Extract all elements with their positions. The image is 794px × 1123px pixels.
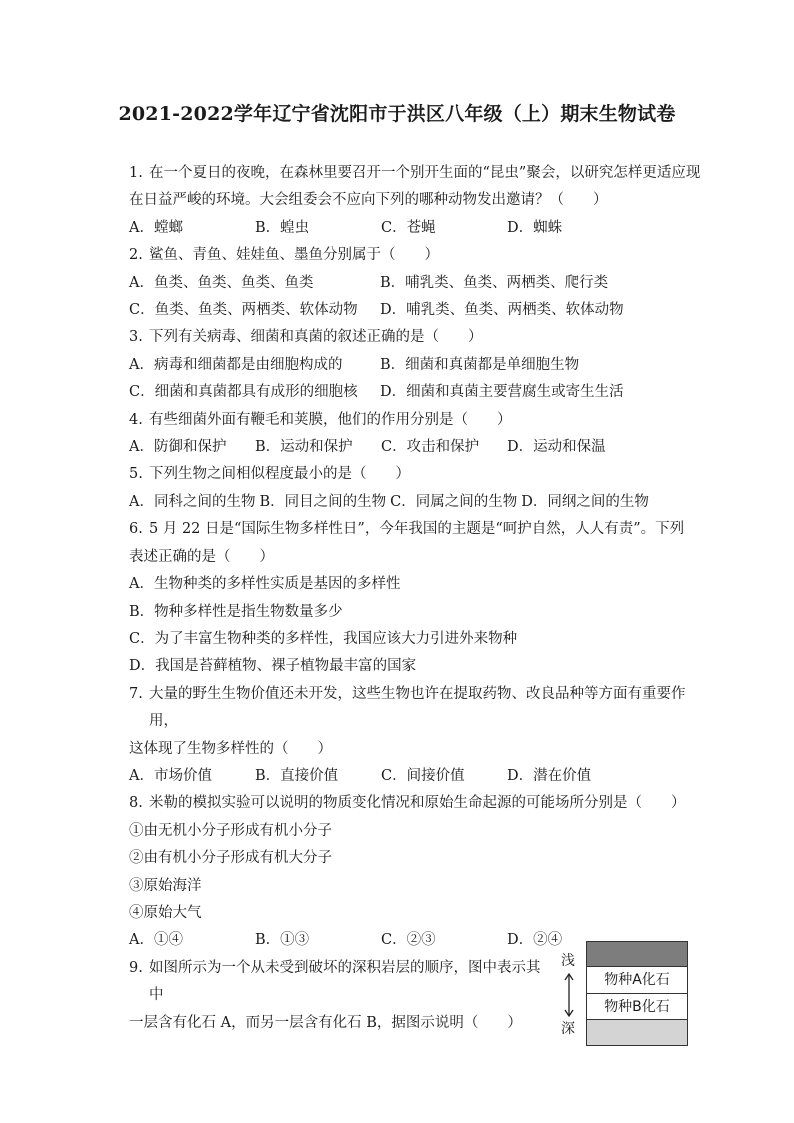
option-d[interactable]: D．运动和保温	[507, 439, 606, 456]
option-a[interactable]: A．鱼类、鱼类、鱼类、鱼类	[129, 274, 314, 291]
shallow-label: 浅	[561, 953, 575, 969]
options-row	[129, 215, 701, 242]
question-8	[129, 790, 701, 817]
question-stem: 5 月 22 日是“国际生物多样性日”，今年我国的主题是“呵护自然，人人有责”。下列	[149, 521, 685, 538]
option-b[interactable]: B．细菌和真菌都是单细胞生物	[380, 356, 580, 373]
question-stem-continued: 一层含有化石 A，而另一层含有化石 B，据图示说明（ ）	[129, 1014, 522, 1031]
fossil-a-layer	[587, 967, 687, 994]
option-c[interactable]: C．间接价值	[381, 767, 465, 784]
options-row	[129, 352, 701, 379]
question-5	[129, 461, 701, 488]
question-stem-continued: 在日益严峻的环境。大会组委会不应向下列的哪种动物发出邀请？（ ）	[129, 192, 608, 209]
options-row	[129, 297, 701, 324]
question-number: 8.	[129, 795, 143, 812]
question-stem: 鲨鱼、青鱼、娃娃鱼、墨鱼分别属于（ ）	[149, 247, 439, 264]
question-number: 9.	[129, 959, 143, 976]
question-4	[129, 407, 701, 434]
question-number: 2.	[129, 247, 143, 264]
statement-4: ④原始大气	[129, 904, 202, 921]
fossil-a-label: 物种A化石	[604, 972, 670, 988]
option-a[interactable]: A．螳螂	[129, 219, 183, 236]
option-a[interactable]: A．市场价值	[129, 767, 212, 784]
question-6	[129, 516, 701, 571]
option-c[interactable]: C．苍蝇	[381, 219, 436, 236]
question-stem: 大量的野生生物价值还未开发，这些生物也许在提取药物、改良品种等方面有重要作用，	[149, 685, 686, 730]
question-3	[129, 324, 701, 351]
question-number: 7.	[129, 685, 143, 702]
option-b[interactable]: B．直接价值	[255, 767, 339, 784]
deep-label: 深	[561, 1021, 575, 1037]
option-a[interactable]: A．防御和保护	[129, 439, 227, 456]
question-stem: 下列有关病毒、细菌和真菌的叙述正确的是（ ）	[149, 329, 483, 346]
options-row	[129, 270, 701, 297]
option-b[interactable]: B．运动和保护	[255, 439, 353, 456]
question-stem-continued: 表述正确的是（ ）	[129, 548, 274, 565]
option-b[interactable]: B．①③	[255, 932, 310, 949]
option-b[interactable]: B．哺乳类、鱼类、两栖类、爬行类	[380, 274, 609, 291]
option-c[interactable]: C．同属之间的生物	[390, 493, 518, 510]
option-c[interactable]: C．攻击和保护	[381, 439, 480, 456]
page-title: 2021-2022学年辽宁省沈阳市于洪区八年级（上）期末生物试卷	[118, 103, 676, 125]
bottom-layer	[587, 1020, 687, 1045]
options-row	[129, 379, 701, 406]
statement-2: ②由有机小分子形成有机大分子	[129, 850, 332, 867]
option-c[interactable]: C．②③	[381, 932, 436, 949]
fossil-b-layer	[587, 994, 687, 1020]
option-c[interactable]: C．细菌和真菌都具有成形的细胞核	[129, 384, 358, 401]
top-layer	[587, 942, 687, 967]
option-b[interactable]: B．同目之间的生物	[259, 493, 387, 510]
option-a[interactable]: A．病毒和细菌都是由细胞构成的	[129, 356, 343, 373]
question-7	[129, 681, 701, 763]
question-1	[129, 160, 701, 215]
option-d[interactable]: D．蜘蛛	[507, 219, 563, 236]
options-row	[129, 763, 701, 790]
question-stem: 米勒的模拟实验可以说明的物质变化情况和原始生命起源的可能场所分别是（ ）	[149, 795, 686, 812]
option-d[interactable]: D．②④	[507, 932, 563, 949]
option-c[interactable]: C．为了丰富生物种类的多样性，我国应该大力引进外来物种	[129, 630, 518, 647]
option-b[interactable]: B．蝗虫	[255, 219, 310, 236]
option-d[interactable]: D．哺乳类、鱼类、两栖类、软体动物	[380, 302, 624, 319]
options-row	[129, 489, 701, 516]
question-number: 3.	[129, 329, 143, 346]
question-2	[129, 242, 701, 269]
question-stem: 如图所示为一个从未受到破坏的深积岩层的顺序，图中表示其中	[149, 959, 541, 1004]
question-stem: 下列生物之间相似程度最小的是（ ）	[149, 466, 410, 483]
fossil-b-label: 物种B化石	[604, 999, 670, 1015]
option-d[interactable]: D．同纲之间的生物	[521, 493, 649, 510]
option-b[interactable]: B．物种多样性是指生物数量多少	[129, 603, 343, 620]
option-a[interactable]: A．①④	[129, 932, 183, 949]
option-c[interactable]: C．鱼类、鱼类、两栖类、软体动物	[129, 302, 358, 319]
option-a[interactable]: A．同科之间的生物	[129, 493, 256, 510]
rock-strata-diagram	[586, 941, 688, 1046]
question-number: 4.	[129, 411, 143, 428]
question-9	[129, 955, 549, 1037]
statement-1: ①由无机小分子形成有机小分子	[129, 822, 332, 839]
question-number: 5.	[129, 466, 143, 483]
option-d[interactable]: D．细菌和真菌主要营腐生或寄生生活	[380, 384, 624, 401]
question-stem: 有些细菌外面有鞭毛和荚膜，他们的作用分别是（ ）	[149, 411, 512, 428]
question-number: 6.	[129, 521, 143, 538]
double-arrow-icon	[562, 972, 576, 1018]
option-d[interactable]: D．我国是苔藓植物、裸子植物最丰富的国家	[129, 658, 417, 675]
option-d[interactable]: D．潜在价值	[507, 767, 592, 784]
statement-3: ③原始海洋	[129, 877, 202, 894]
options-row	[129, 434, 701, 461]
option-a[interactable]: A．生物种类的多样性实质是基因的多样性	[129, 576, 401, 593]
question-stem-continued: 这体现了生物多样性的（ ）	[129, 740, 332, 757]
question-number: 1.	[129, 165, 143, 181]
question-list	[129, 160, 701, 1037]
question-stem: 在一个夏日的夜晚，在森林里要召开一个别开生面的“昆虫”聚会，以研究怎样更适应现	[149, 165, 701, 181]
